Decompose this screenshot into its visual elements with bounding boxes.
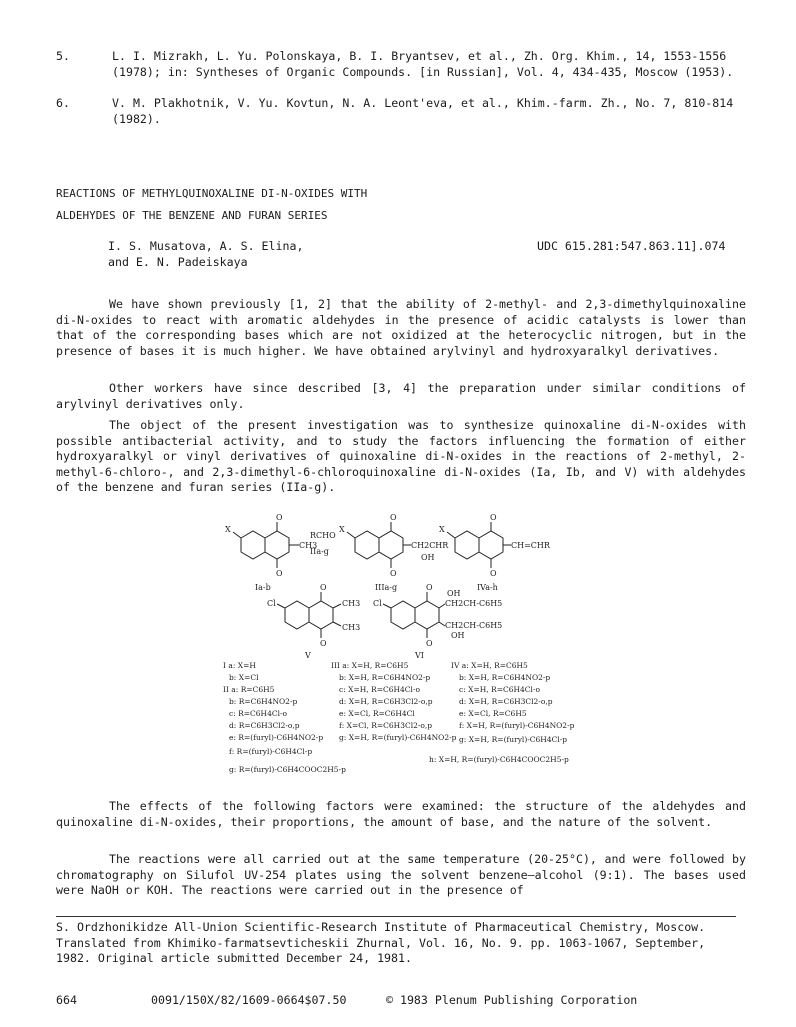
n-oxide-o: O: [490, 513, 497, 522]
authors-line-2: and E. N. Padeiskaya: [108, 254, 248, 269]
hydroxyaralkyl-group: CH2CHR: [411, 541, 449, 550]
n-oxide-o: O: [276, 569, 283, 578]
hydroxy-group: OH: [421, 553, 435, 562]
substituent-list-iv: e: X=Cl, R=C6H5: [459, 709, 527, 718]
reagent-label: IIa-g: [310, 547, 329, 556]
substituent-list-iv: IV a: X=H, R=C6H5: [451, 661, 528, 670]
structure-label-iii: IIIa-g: [375, 583, 398, 592]
paragraph-4: The effects of the following factors were examined: the structure of the aldehydes and quinoxaline di-N-oxides, their proportions, the amount of base, and the nature of the solvent.: [56, 799, 746, 829]
substituent-list-iii: b: X=H, R=C6H4NO2-p: [339, 673, 431, 682]
hydroxy-group: OH: [447, 589, 461, 598]
pyrazine-ring-1: [265, 531, 289, 559]
substituent-x: X: [225, 525, 231, 534]
n-oxide-o: O: [390, 569, 397, 578]
substituent-list-iv: g: X=H, R=(furyl)-C6H4Cl-p: [459, 735, 568, 744]
benzene-ring-5: [391, 601, 415, 629]
paragraph-5: The reactions were all carried out at the same temperature (20-25°C), and were followed by chromatography on Silufol UV-254 plates using the solvent benzene—alcohol (9:1). The bases used were NaOH or KOH. The reactions were carried out in the presence of: [56, 852, 746, 897]
reference-6: [56, 96, 746, 127]
hydroxyaralkyl-group: CH2CH-C6H5: [445, 599, 503, 608]
pyrazine-ring-2: [379, 531, 403, 559]
benzene-ring-4: [285, 601, 309, 629]
vinyl-group: CH=CHR: [511, 541, 550, 550]
benzene-ring-2: [355, 531, 379, 559]
article-code: 0091/150X/82/1609-0664$07.50: [151, 993, 347, 1007]
structure-label-i: Ia-b: [255, 583, 271, 592]
reagent-rcho: RCHO: [310, 531, 336, 540]
substituent-list-iii: f: X=Cl, R=C6H3Cl2-o,p: [339, 721, 433, 730]
pyrazine-ring-5: [415, 601, 439, 629]
substituent-list-i: b: R=C6H4NO2-p: [229, 697, 298, 706]
pyrazine-ring-4: [309, 601, 333, 629]
title-line-1: REACTIONS OF METHYLQUINOXALINE DI-N-OXIDES WITH: [56, 187, 368, 200]
n-oxide-o: O: [320, 583, 327, 592]
hydroxyaralkyl-group: CH2CH-C6H5: [445, 621, 503, 630]
authors-line-1: I. S. Musatova, A. S. Elina,: [108, 239, 304, 253]
reaction-scheme: [215, 508, 585, 778]
reference-number: 5.: [56, 49, 70, 63]
pyrazine-ring-3: [479, 531, 503, 559]
substituent-list-iii: III a: X=H, R=C6H5: [331, 661, 409, 670]
substituent-list-iv: d: X=H, R=C6H3Cl2-o,p: [459, 697, 553, 706]
reference-text: V. M. Plakhotnik, V. Yu. Kovtun, N. A. Leont'eva, et al., Khim.-farm. Zh., No. 7, 810-814 (1982).: [112, 96, 734, 126]
n-oxide-o: O: [276, 513, 283, 522]
substituent-list-i: II a: R=C6H5: [223, 685, 275, 694]
n-oxide-o: O: [490, 569, 497, 578]
substituent-x: X: [339, 525, 345, 534]
paragraph-3: The object of the present investigation was to synthesize quinoxaline di-N-oxides with possible antibacterial activity, and to study the factors influencing the formation of either hydroxyaralkyl or vinyl derivatives of quinoxaline di-N-oxides in the reactions of 2-methyl, 2-methyl-6-chloro-, and 2,3-dimethyl-6-chloroquinoxaline di-N-oxides (Ia, Ib, and V) with aldehydes of the benzene and furan series (IIa-g).: [56, 418, 746, 494]
substituent-list-iii: g: X=H, R=(furyl)-C6H4NO2-p: [339, 733, 457, 742]
n-oxide-o: O: [320, 639, 327, 648]
substituent-list-i: f: R=(furyl)-C6H4Cl-p: [229, 747, 313, 756]
n-oxide-o: O: [426, 583, 433, 592]
reference-number: 6.: [56, 96, 70, 110]
authors: [108, 239, 448, 270]
benzene-ring-3: [455, 531, 479, 559]
title-line-2: ALDEHYDES OF THE BENZENE AND FURAN SERIES: [56, 209, 328, 222]
substituent-list-iv: f: X=H, R=(furyl)-C6H4NO2-p: [459, 721, 575, 730]
substituent-list-i: e: R=(furyl)-C6H4NO2-p: [229, 733, 324, 742]
reference-text: L. I. Mizrakh, L. Yu. Polonskaya, B. I. Bryantsev, et al., Zh. Org. Khim., 14, 1553-1556 (1978); in: Syntheses of Organic Compounds. [in Russian], Vol. 4, 434-435, Moscow (1953).: [112, 49, 734, 79]
substituent-x: X: [439, 525, 445, 534]
substituent-list-i: g: R=(furyl)-C6H4COOC2H5-p: [229, 765, 346, 774]
reference-5: [56, 49, 746, 80]
substituent-list-iv: b: X=H, R=C6H4NO2-p: [459, 673, 551, 682]
hydroxy-group: OH: [451, 631, 465, 640]
substituent-list-iv: c: X=H, R=C6H4Cl-o: [459, 685, 540, 694]
methyl-group: CH3: [342, 623, 361, 632]
udc-code: UDC 615.281:547.863.11].074: [537, 239, 726, 253]
substituent-list-iv: h: X=H, R=(furyl)-C6H4COOC2H5-p: [429, 755, 569, 764]
chloro-substituent: Cl: [373, 599, 382, 608]
benzene-ring-1: [241, 531, 265, 559]
methyl-group: CH3: [299, 541, 318, 550]
chloro-substituent: Cl: [267, 599, 276, 608]
structure-label-vi: VI: [415, 651, 424, 660]
structure-label-iv: IVa-h: [477, 583, 498, 592]
substituent-list-iii: c: X=H, R=C6H4Cl-o: [339, 685, 420, 694]
paragraph-1: We have shown previously [1, 2] that the ability of 2-methyl- and 2,3-dimethylquinoxaline di-N-oxides to react with aromatic aldehydes in the presence of acidic catalysts is lower than that of the corresponding bases which are not oxidized at the heterocyclic nitrogen, but in the presence of bases it is much higher. We have obtained arylvinyl and hydroxyaralkyl derivatives.: [56, 297, 746, 358]
substituent-list-i: I a: X=H: [223, 661, 256, 670]
substituent-list-iii: d: X=H, R=C6H3Cl2-o,p: [339, 697, 433, 706]
footnote: S. Ordzhonikidze All-Union Scientific-Research Institute of Pharmaceutical Chemistry, Moscow. Translated from Khimiko-farmatsevticheskii Zhurnal, Vol. 16, No. 9. pp. 1063-1067, September, 1982. Original article submitted December 24, 1981.: [56, 920, 706, 965]
copyright: © 1983 Plenum Publishing Corporation: [386, 993, 638, 1007]
paragraph-2: Other workers have since described [3, 4] the preparation under similar conditions of arylvinyl derivatives only.: [56, 381, 746, 411]
n-oxide-o: O: [390, 513, 397, 522]
page-number: 664: [56, 993, 77, 1007]
substituent-list-i: b: X=Cl: [229, 673, 259, 682]
structure-label-v: V: [305, 651, 311, 660]
footnote-divider: [56, 916, 736, 917]
article-title: [56, 183, 746, 227]
substituent-list-i: c: R=C6H4Cl-o: [229, 709, 288, 718]
substituent-list-iii: e: X=Cl, R=C6H4Cl: [339, 709, 415, 718]
n-oxide-o: O: [426, 639, 433, 648]
substituent-list-i: d: R=C6H3Cl2-o,p: [229, 721, 300, 730]
methyl-group: CH3: [342, 599, 361, 608]
